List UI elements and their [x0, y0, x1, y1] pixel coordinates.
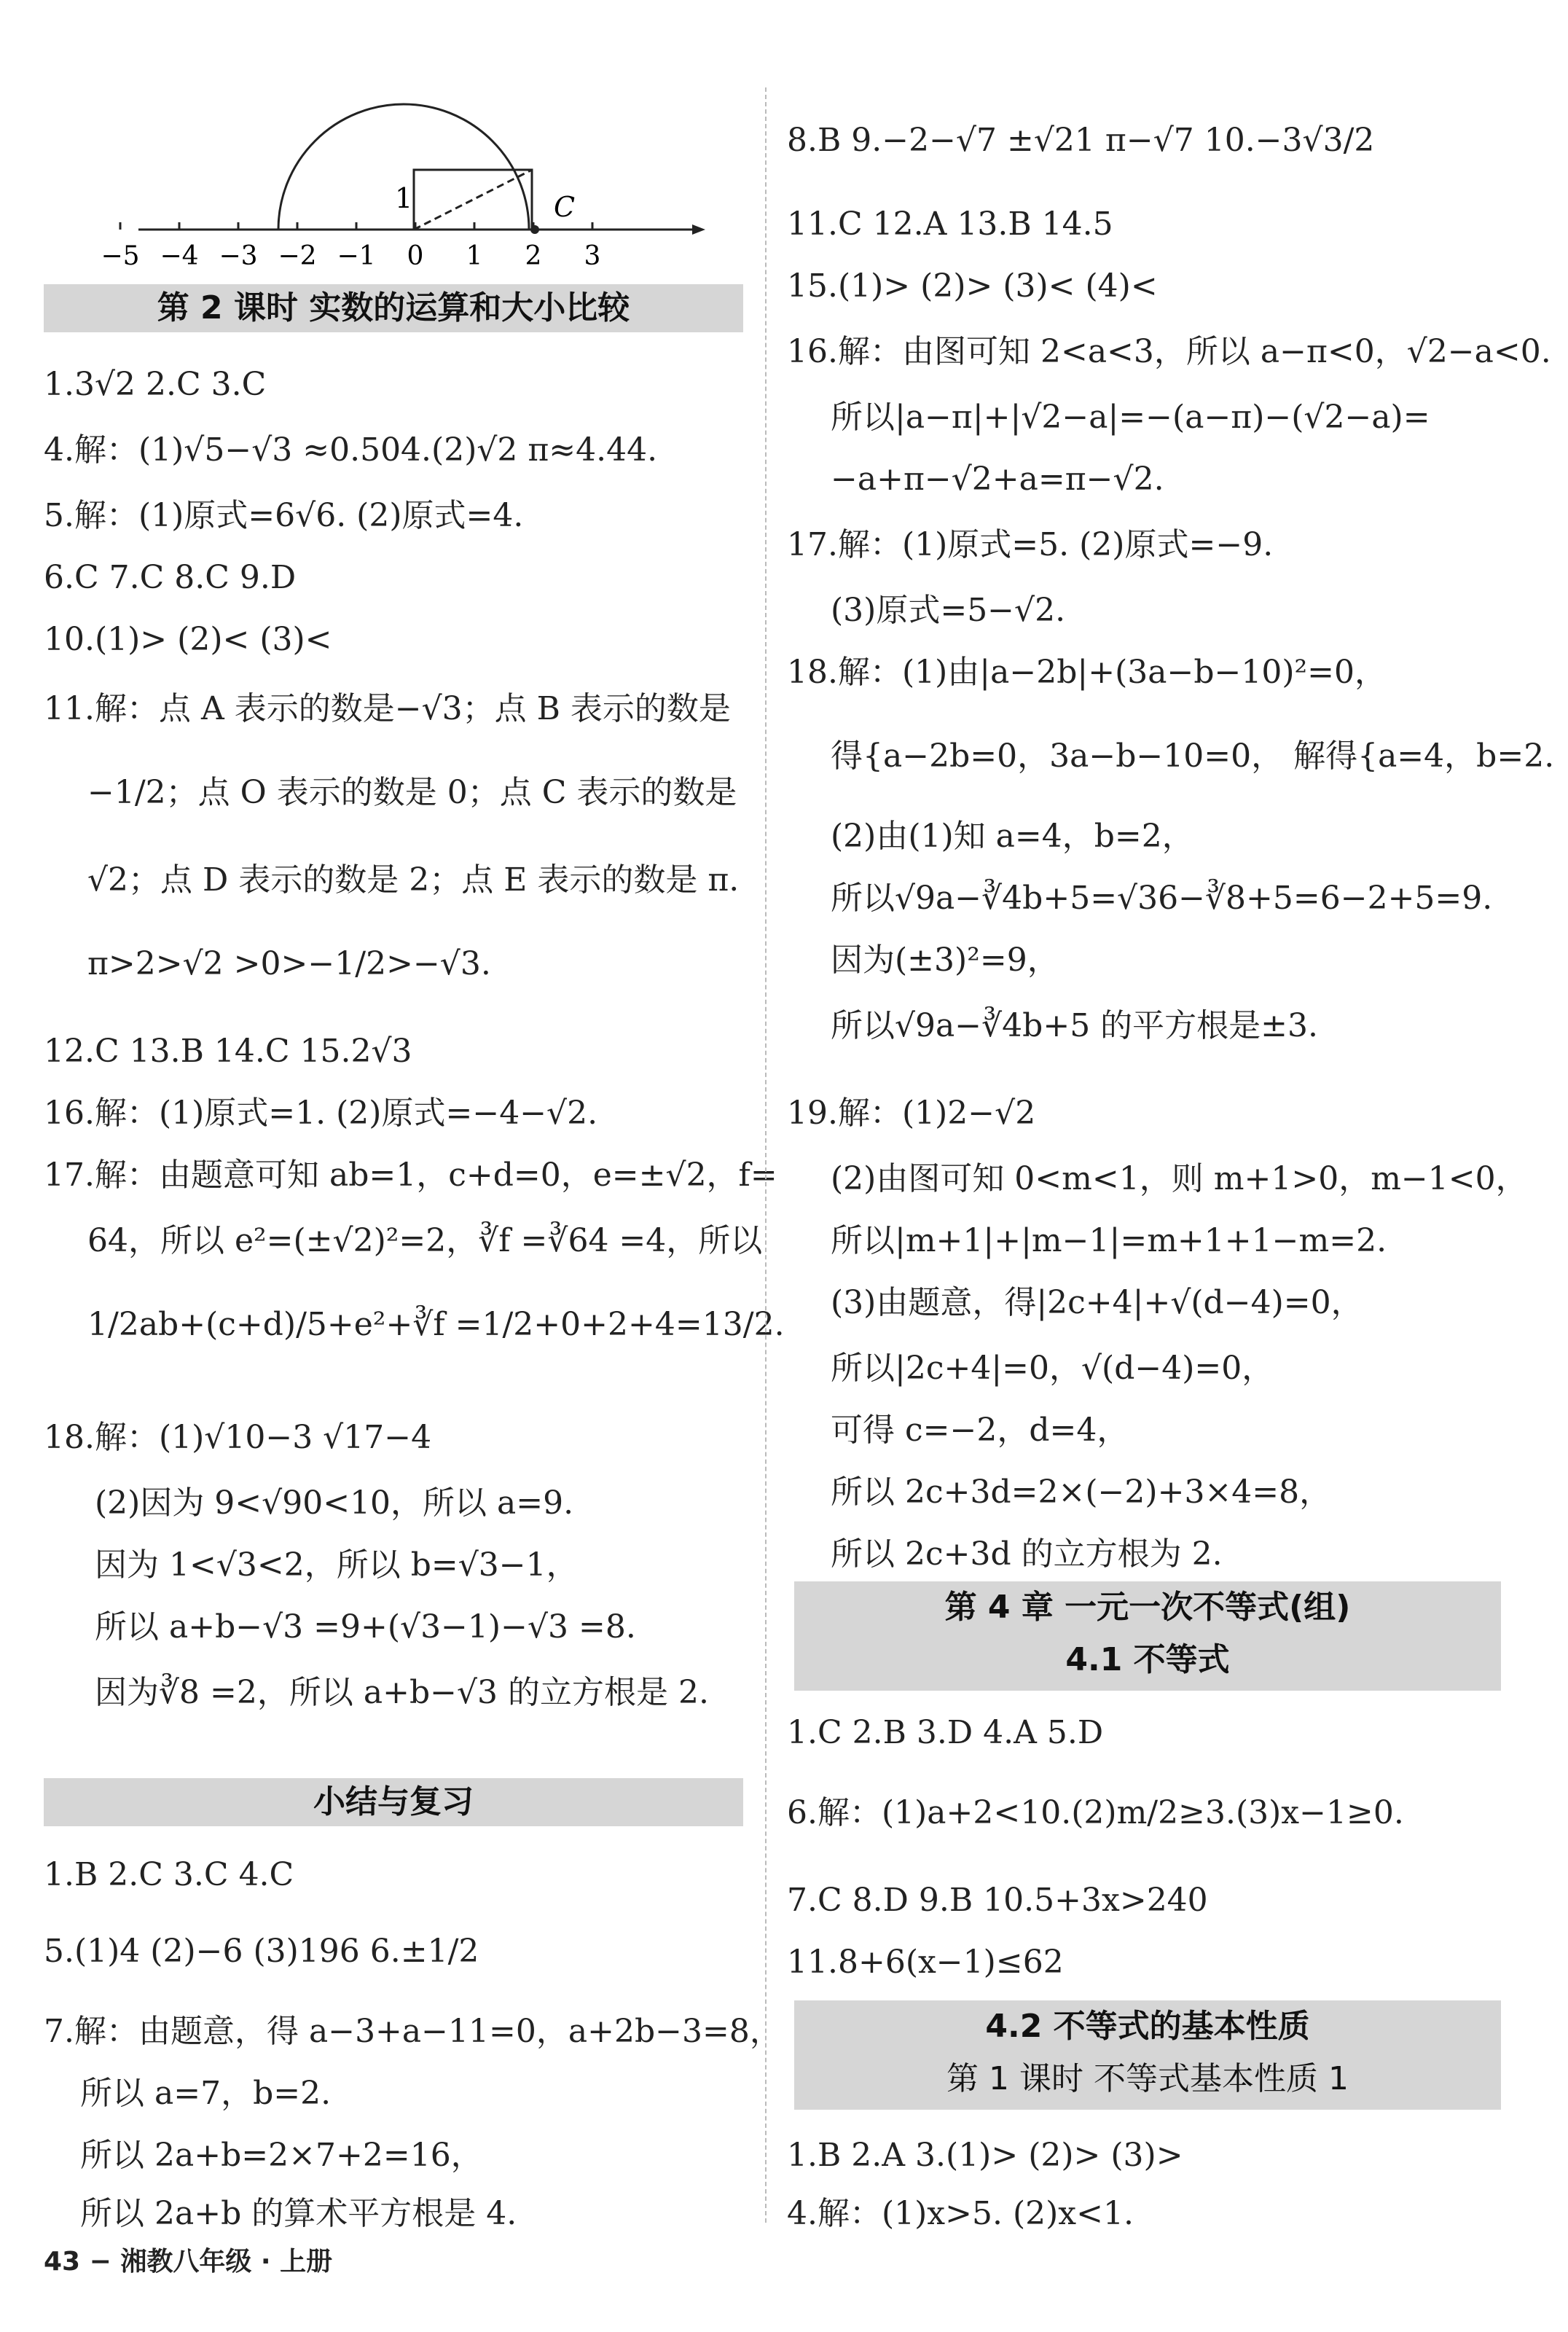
label-one: 1	[395, 182, 413, 214]
answer-line: 1.B 2.A 3.(1)> (2)> (3)>	[787, 2137, 1183, 2174]
answer-line: 8.B 9.−2−√7 ±√21 π−√7 10.−3√3/2	[787, 122, 1375, 159]
column-divider	[765, 87, 767, 2223]
answer-line: (2)由(1)知 a=4，b=2，	[831, 818, 1194, 855]
answer-line: 所以|a−π|+|√2−a|=−(a−π)−(√2−a)=	[831, 399, 1430, 436]
point-c	[530, 225, 539, 234]
section-title: 4.1 不等式	[1065, 1641, 1230, 1678]
answer-line: 因为(±3)²=9，	[831, 942, 1059, 979]
answer-line: 17.解：由题意可知 ab=1，c+d=0，e=±√2，f=	[44, 1157, 777, 1194]
label-c: C	[554, 191, 576, 223]
answer-line: 因为∛8 =2，所以 a+b−√3 的立方根是 2.	[95, 1674, 709, 1711]
answer-line: 所以|2c+4|=0，√(d−4)=0，	[831, 1350, 1274, 1387]
answer-line: 所以 2a+b 的算术平方根是 4.	[80, 2195, 517, 2232]
answer-line: π>2>√2 >0>−1/2>−√3.	[87, 945, 491, 982]
tick-label: 2	[525, 241, 542, 271]
answer-line: 1.B 2.C 3.C 4.C	[44, 1856, 294, 1893]
tick-label: −5	[101, 241, 140, 271]
diagonal-dashed	[414, 170, 532, 230]
tick-label: −2	[278, 241, 317, 271]
answer-line: (3)由题意，得|2c+4|+√(d−4)=0，	[831, 1284, 1363, 1321]
answer-line: 11.8+6(x−1)≤62	[787, 1944, 1064, 1981]
answer-line: 所以 a=7，b=2.	[80, 2075, 332, 2112]
number-line-figure	[101, 87, 714, 277]
answer-line: 所以√9a−∛4b+5=√36−∛8+5=6−2+5=9.	[831, 880, 1493, 917]
answer-line: 所以|m+1|+|m−1|=m+1+1−m=2.	[831, 1222, 1387, 1259]
answer-line: 5.解：(1)原式=6√6. (2)原式=4.	[44, 497, 524, 534]
answer-line: 所以 2a+b=2×7+2=16，	[80, 2137, 483, 2174]
unit-rectangle	[414, 170, 532, 230]
answer-line: 17.解：(1)原式=5. (2)原式=−9.	[787, 526, 1274, 563]
answer-line: 19.解：(1)2−√2	[787, 1095, 1036, 1132]
answer-line: 10.(1)> (2)< (3)<	[44, 621, 332, 658]
answer-line: 1/2ab+(c+d)/5+e²+∛f =1/2+0+2+4=13/2.	[87, 1306, 785, 1343]
answer-line: 6.解：(1)a+2<10.(2)m/2≥3.(3)x−1≥0.	[787, 1794, 1404, 1831]
answer-line: 12.C 13.B 14.C 15.2√3	[44, 1033, 412, 1070]
answer-line: 4.解：(1)√5−√3 ≈0.504.(2)√2 π≈4.44.	[44, 431, 658, 469]
answer-line: (3)原式=5−√2.	[831, 592, 1066, 629]
tick-label: 0	[407, 241, 424, 271]
answer-line: 可得 c=−2，d=4，	[831, 1412, 1129, 1449]
answer-line: 64，所以 e²=(±√2)²=2，∛f =∛64 =4，所以	[87, 1222, 763, 1259]
answer-line: 1.3√2 2.C 3.C	[44, 366, 267, 403]
answer-line: 1.C 2.B 3.D 4.A 5.D	[787, 1714, 1104, 1751]
band-title: 小结与复习	[313, 1783, 474, 1820]
answer-line: −a+π−√2+a=π−√2.	[831, 461, 1164, 498]
answer-line: −1/2；点 O 表示的数是 0；点 C 表示的数是	[87, 774, 737, 811]
answer-line: 所以 a+b−√3 =9+(√3−1)−√3 =8.	[95, 1608, 636, 1646]
answer-line: √2；点 D 表示的数是 2；点 E 表示的数是 π.	[87, 861, 740, 899]
section-band-review	[44, 1778, 743, 1826]
section-title: 4.2 不等式的基本性质	[985, 2008, 1310, 2045]
arrow-icon	[692, 224, 705, 235]
tick-label: 1	[466, 241, 483, 271]
answer-line: 5.(1)4 (2)−6 (3)196 6.±1/2	[44, 1933, 479, 1970]
section-band-4-2	[794, 2000, 1501, 2110]
answer-line: (2)因为 9<√90<10，所以 a=9.	[95, 1484, 574, 1522]
chapter-title: 第 4 章 一元一次不等式(组)	[944, 1589, 1351, 1626]
answer-line: 6.C 7.C 8.C 9.D	[44, 559, 297, 596]
answer-line: 16.解：由图可知 2<a<3，所以 a−π<0，√2−a<0.	[787, 333, 1551, 370]
answer-line: 因为 1<√3<2，所以 b=√3−1，	[95, 1546, 579, 1584]
answer-line: 11.C 12.A 13.B 14.5	[787, 206, 1113, 243]
answer-line: (2)由图可知 0<m<1，则 m+1>0，m−1<0，	[831, 1160, 1528, 1197]
lesson-title: 第 1 课时 不等式基本性质 1	[946, 2060, 1349, 2097]
answer-line: 15.(1)> (2)> (3)< (4)<	[787, 267, 1158, 305]
answer-line: 18.解：(1)√10−3 √17−4	[44, 1419, 432, 1456]
answer-line: 4.解：(1)x>5. (2)x<1.	[787, 2195, 1134, 2232]
section-band-lesson2	[44, 284, 743, 332]
page-footer: 43 − 湘教八年级 · 上册	[44, 2247, 333, 2277]
tick-label: −3	[219, 241, 258, 271]
answer-line: 所以 2c+3d=2×(−2)+3×4=8，	[831, 1474, 1332, 1511]
answer-line: 16.解：(1)原式=1. (2)原式=−4−√2.	[44, 1095, 598, 1132]
tick-label: −1	[337, 241, 376, 271]
tick-label: −4	[160, 241, 199, 271]
answer-line: 18.解：(1)由|a−2b|+(3a−b−10)²=0，	[787, 654, 1387, 691]
answer-line: 所以√9a−∛4b+5 的平方根是±3.	[831, 1007, 1319, 1044]
answer-line: 所以 2c+3d 的立方根为 2.	[831, 1535, 1223, 1573]
band-title: 第 2 课时 实数的运算和大小比较	[157, 289, 630, 326]
answer-line: 7.解：由题意，得 a−3+a−11=0，a+2b−3=8，	[44, 2013, 782, 2050]
tick-label: 3	[584, 241, 601, 271]
section-band-chapter4	[794, 1581, 1501, 1691]
answer-line: 得{a−2b=0，3a−b−10=0， 解得{a=4，b=2.	[831, 737, 1555, 775]
answer-line: 7.C 8.D 9.B 10.5+3x>240	[787, 1882, 1208, 1919]
answer-line: 11.解：点 A 表示的数是−√3；点 B 表示的数是	[44, 690, 731, 727]
